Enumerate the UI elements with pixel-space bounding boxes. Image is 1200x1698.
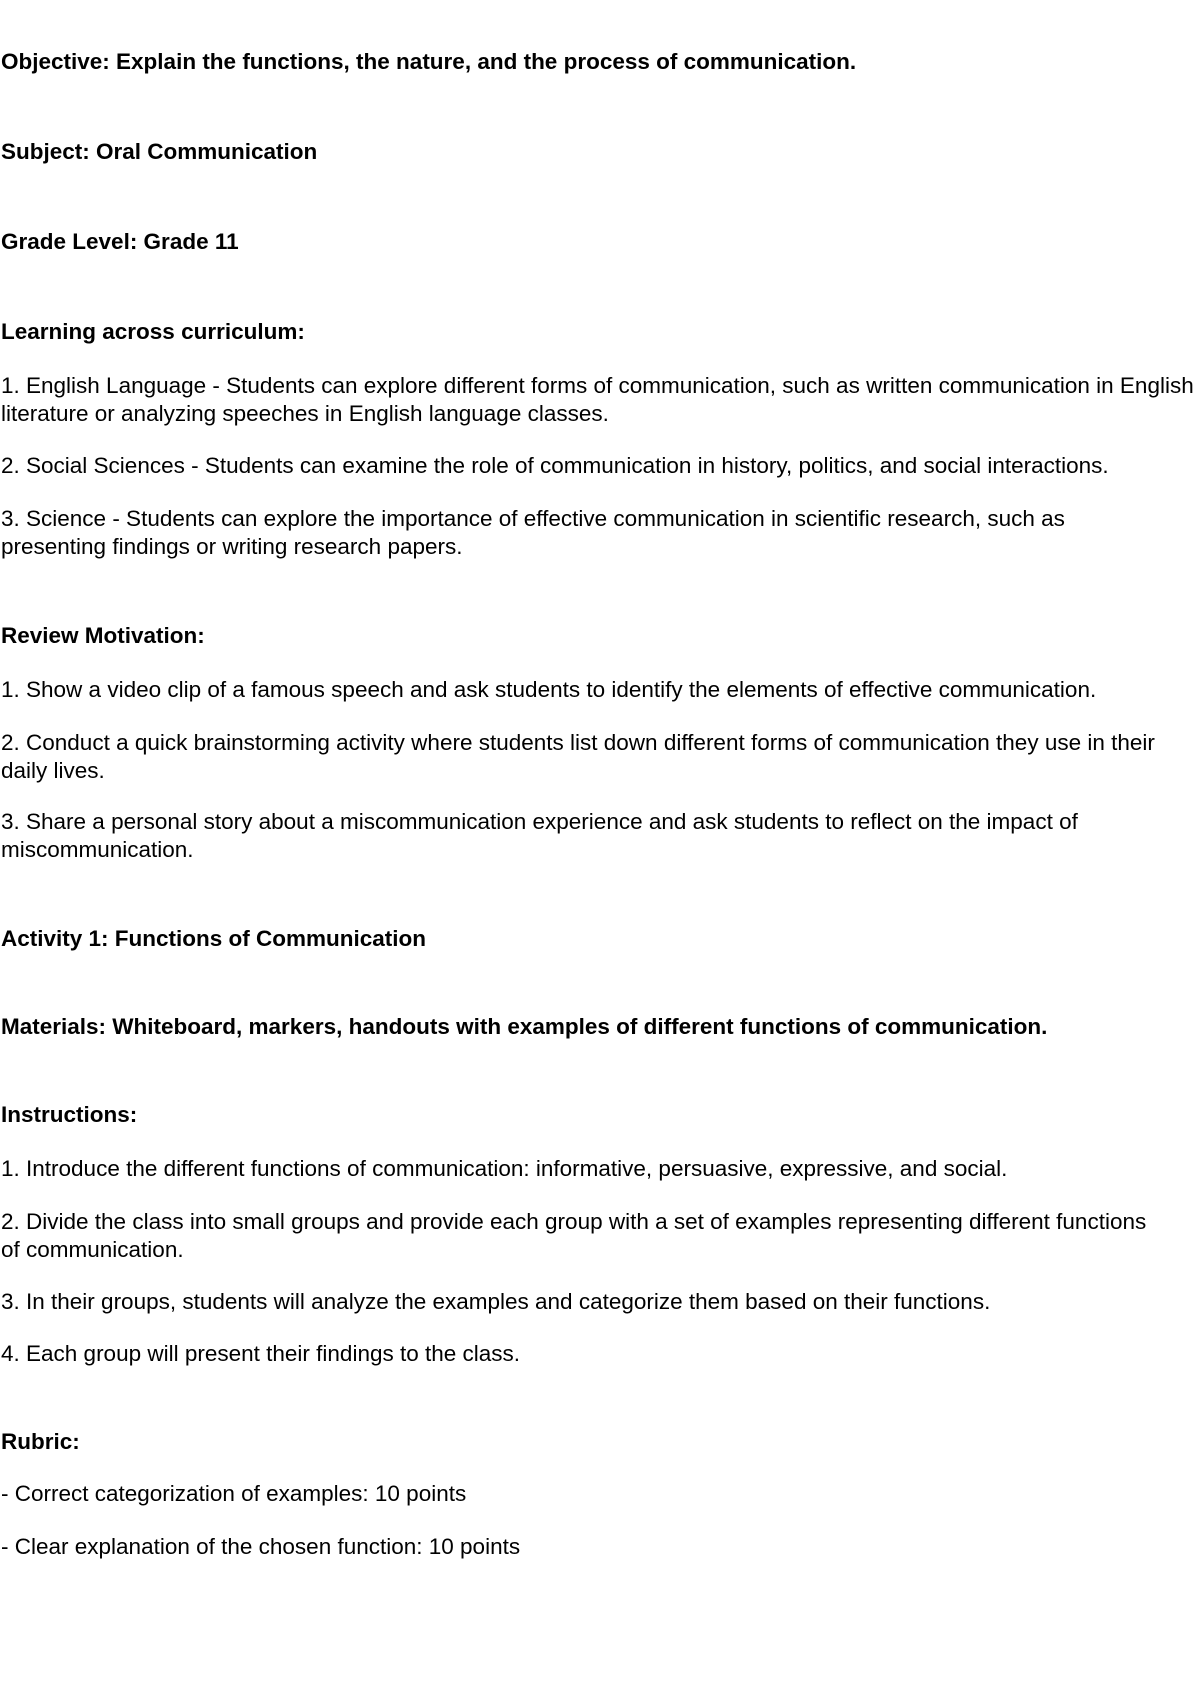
curriculum-item-english: 1. English Language - Students can explore different forms of communication, such as written communication in English literature or analyzing speeches in English language classes. (1, 373, 1194, 426)
review-motivation-heading: Review Motivation: (1, 623, 205, 648)
rubric-item-explanation: - Clear explanation of the chosen function: 10 points (1, 1534, 521, 1559)
activity-title: Activity 1: Functions of Communication (1, 926, 427, 951)
instructions-heading: Instructions: (1, 1102, 138, 1127)
instruction-item-introduce: 1. Introduce the different functions of communication: informative, persuasive, expressive, and social. (1, 1156, 1008, 1181)
rubric-heading: Rubric: (1, 1429, 80, 1454)
curriculum-item-science: 3. Science - Students can explore the importance of effective communication in scientific research, such as presenting findings or writing research papers. (1, 506, 1065, 559)
instruction-item-divide-groups: 2. Divide the class into small groups and provide each group with a set of examples representing different functions of communication. (1, 1209, 1147, 1262)
rubric-item-categorization: - Correct categorization of examples: 10 points (1, 1481, 467, 1506)
instruction-item-analyze: 3. In their groups, students will analyze the examples and categorize them based on their functions. (1, 1289, 991, 1314)
activity-materials: Materials: Whiteboard, markers, handouts with examples of different functions of communication. (1, 1014, 1048, 1039)
review-item-personal-story: 3. Share a personal story about a miscommunication experience and ask students to reflect on the impact of miscommunication. (1, 809, 1078, 862)
review-item-video-clip: 1. Show a video clip of a famous speech and ask students to identify the elements of effective communication. (1, 677, 1097, 702)
instruction-item-present: 4. Each group will present their findings to the class. (1, 1341, 521, 1366)
review-item-brainstorming: 2. Conduct a quick brainstorming activity where students list down different forms of communication they use in their daily lives. (1, 730, 1155, 783)
subject-line: Subject: Oral Communication (1, 139, 318, 164)
objective-line: Objective: Explain the functions, the nature, and the process of communication. (1, 49, 857, 74)
grade-level-line: Grade Level: Grade 11 (1, 229, 239, 254)
learning-across-curriculum-heading: Learning across curriculum: (1, 319, 305, 344)
curriculum-item-social-sciences: 2. Social Sciences - Students can examine the role of communication in history, politics, and social interactions. (1, 453, 1109, 478)
